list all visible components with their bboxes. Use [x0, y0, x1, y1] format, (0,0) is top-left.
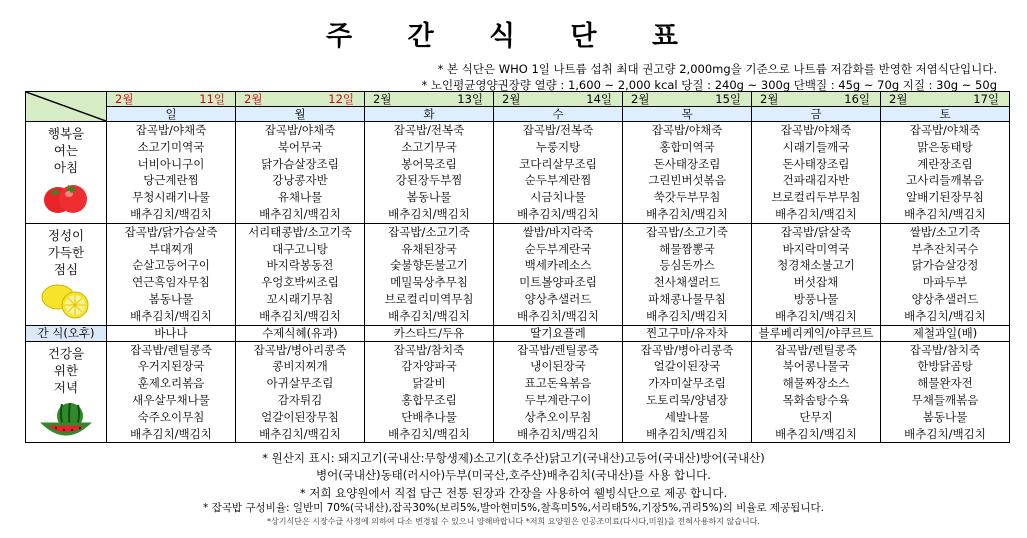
menu-item: 백세카레소스 — [524, 258, 592, 273]
menu-item: 잡곡밥/렌틸콩죽 — [130, 342, 212, 357]
origin-note-cont: 병어(국내산)동태(러시아)두부(미국산,호주산)배추김치(국내산)를 사용 합니다. — [316, 468, 711, 482]
menu-item: 잡곡밥/소고기죽 — [646, 224, 728, 239]
menu-item: 맑은동태탕 — [917, 139, 973, 154]
menu-item: 잡곡밥/참치죽 — [909, 342, 981, 357]
dinner-label-line: 저녁 — [53, 379, 79, 395]
menu-item: 배추김치/백김치 — [775, 426, 857, 441]
date-day: 16일 — [844, 92, 870, 106]
breakfast-menu-cell — [881, 122, 1010, 224]
menu-item: 무청시래기나물 — [132, 190, 210, 205]
menu-item: 소고기무국 — [401, 139, 457, 154]
menu-item: 마파두부 — [922, 275, 968, 290]
menu-item: 쌀밥/바지락죽 — [522, 224, 594, 239]
sauce-note: * 저희 요양원에서 직접 담근 전통 된장과 간장을 사용하여 웰빙식단으로 제공 합니다. — [299, 486, 728, 500]
date-day: 17일 — [973, 92, 999, 106]
menu-item: 해물짬뽕국 — [659, 241, 715, 256]
menu-item: 감자튀김 — [277, 392, 323, 407]
dinner-menu-cell — [365, 341, 494, 443]
sodium-note: * 본 식단은 WHO 1일 나트륨 섭취 최대 권고량 2,000mg을 기준으로 나트륨 저감화를 반영한 저염식단입니다. — [437, 62, 997, 76]
dinner-menu-cell — [752, 341, 881, 443]
corner-cell — [26, 92, 107, 122]
menu-item: 배추김치/백김치 — [130, 206, 212, 221]
menu-item: 순살고등어구이 — [132, 258, 210, 273]
disclaimer-note: *상기식단은 시장수급 사정에 의하여 다소 변경될 수 있으니 양해바랍니다 *저희 요양원은 인공조미료(다시다,미원)을 전혀사용하지 않습니다. — [267, 517, 760, 526]
weekday-cell: 토 — [881, 107, 1010, 122]
date-month: 2월 — [631, 92, 650, 106]
weekday-cell: 수 — [494, 107, 623, 122]
menu-item: 배추김치/백김치 — [517, 426, 599, 441]
weekday-row — [26, 107, 1010, 122]
menu-item: 너비아니구이 — [137, 156, 205, 171]
date-month: 2월 — [889, 92, 908, 106]
menu-item: 무채들깨볶음 — [911, 392, 979, 407]
date-cell — [107, 92, 236, 107]
menu-item: 홍합무조림 — [401, 392, 457, 407]
snack-cell: 카스타드/두유 — [365, 325, 494, 341]
menu-item: 얼갈이된장무침 — [261, 409, 339, 424]
menu-item: 순두부계란찜 — [524, 173, 592, 188]
lunch-menu-cell — [365, 223, 494, 325]
lunch-menu-cell — [881, 223, 1010, 325]
lunch-menu-cell — [752, 223, 881, 325]
menu-item: 배추김치/백김치 — [517, 206, 599, 221]
page-title: 주 간 식 단 표 — [325, 21, 701, 52]
menu-item: 해물완자전 — [917, 376, 973, 391]
menu-item: 잡곡밥/야채죽 — [135, 123, 207, 137]
menu-item: 목화솜탕수육 — [782, 392, 850, 407]
menu-item: 돈사태장조림 — [782, 156, 850, 171]
menu-item: 단배추나물 — [401, 409, 457, 424]
menu-item: 아귀살무조림 — [266, 376, 334, 391]
menu-item: 북어콩나물국 — [782, 359, 850, 374]
date-day: 15일 — [715, 92, 741, 106]
menu-item: 숙주오이무침 — [137, 409, 205, 424]
menu-item: 대구고니탕 — [272, 241, 328, 256]
menu-item: 잡곡밥/소고기죽 — [388, 224, 470, 239]
date-month: 2월 — [502, 92, 521, 106]
date-day: 14일 — [586, 92, 612, 106]
menu-item: 훈제오리볶음 — [137, 376, 205, 391]
weekday-cell: 일 — [107, 107, 236, 122]
lunch-row — [26, 223, 1010, 325]
menu-item: 버섯잡채 — [793, 275, 839, 290]
menu-item: 단무지 — [799, 409, 833, 424]
date-row — [26, 92, 1010, 107]
menu-item: 쌀밥/소고기죽 — [909, 224, 981, 239]
lunch-label — [26, 227, 106, 278]
menu-item: 브로컬리두부무침 — [771, 190, 861, 205]
menu-item: 한방닭곰탕 — [917, 359, 973, 374]
menu-item: 배추김치/백김치 — [259, 426, 341, 441]
breakfast-label-line: 여는 — [53, 143, 79, 158]
date-day: 13일 — [457, 92, 483, 106]
dinner-menu-cell — [881, 341, 1010, 443]
date-cell — [365, 92, 494, 107]
menu-item: 얼갈이된장국 — [653, 359, 721, 374]
menu-item: 잡곡밥/렌틸콩죽 — [775, 342, 857, 357]
menu-item: 서리태콩밥/소고기죽 — [248, 224, 352, 239]
menu-item: 표고돈육볶음 — [524, 376, 592, 391]
menu-item: 봉어묵조림 — [401, 156, 457, 171]
menu-item: 우거지된장국 — [137, 359, 205, 374]
menu-item: 북어무국 — [277, 139, 323, 154]
menu-item: 봄동나물 — [922, 409, 968, 424]
menu-item: 닭가슴살장조림 — [261, 156, 339, 171]
snack-cell: 제철과일(배) — [881, 325, 1010, 341]
date-cell — [752, 92, 881, 107]
weekday-cell: 월 — [236, 107, 365, 122]
menu-item: 감자양파국 — [401, 359, 457, 374]
menu-item: 부대찌개 — [148, 241, 194, 256]
menu-item: 돈사태장조림 — [653, 156, 721, 171]
menu-item: 상추오이무침 — [524, 409, 592, 424]
date-month: 2월 — [115, 92, 134, 106]
menu-item: 잡곡밥/닭가슴살죽 — [124, 224, 218, 239]
menu-item: 배추김치/백김치 — [646, 206, 728, 221]
menu-item: 배추김치/백김치 — [259, 308, 341, 323]
menu-item: 잡곡밥/야채죽 — [651, 123, 723, 137]
lunch-label-line: 가득한 — [47, 244, 85, 260]
menu-item: 잡곡밥/야채죽 — [909, 123, 981, 137]
dinner-label-line: 건강을 — [47, 345, 85, 361]
menu-item: 시금치나물 — [530, 190, 586, 205]
menu-item: 방풍나물 — [793, 291, 839, 306]
menu-item: 잡곡밥/병아리콩죽 — [253, 342, 347, 357]
menu-item: 연근흑임자무침 — [132, 275, 210, 290]
menu-item: 배추김치/백김치 — [388, 206, 470, 221]
dinner-label — [26, 345, 106, 396]
weekday-cell: 화 — [365, 107, 494, 122]
menu-item: 유채나물 — [277, 190, 323, 205]
menu-item: 소고기미역국 — [137, 139, 205, 154]
breakfast-menu-cell — [236, 122, 365, 224]
menu-item: 잡곡밥/전복죽 — [393, 123, 465, 137]
menu-item: 메밀묵상추무침 — [390, 275, 468, 290]
dinner-label-cell — [26, 341, 107, 443]
lunch-menu-cell — [236, 223, 365, 325]
snack-cell: 찐고구마/유자차 — [623, 325, 752, 341]
date-month: 2월 — [244, 92, 263, 106]
menu-item: 양상추샐러드 — [524, 291, 592, 306]
menu-item: 봄동나물 — [406, 190, 452, 205]
snack-row — [26, 325, 1010, 341]
breakfast-menu-cell — [365, 122, 494, 224]
menu-item: 건파래김자반 — [782, 173, 850, 188]
lunch-menu-cell — [494, 223, 623, 325]
menu-item: 도토리묵/양념장 — [646, 392, 728, 407]
menu-item: 바지락미역국 — [782, 241, 850, 256]
dinner-menu-cell — [494, 341, 623, 443]
menu-item: 당근계란찜 — [143, 173, 199, 188]
menu-item: 배추김치/백김치 — [904, 426, 986, 441]
menu-item: 배추김치/백김치 — [259, 206, 341, 221]
snack-cell: 딸기요플레 — [494, 325, 623, 341]
menu-item: 봄동나물 — [148, 291, 194, 306]
menu-item: 우엉호박씨조림 — [261, 275, 339, 290]
dinner-menu-cell — [623, 341, 752, 443]
date-cell — [494, 92, 623, 107]
menu-item: 브로컬리미역무침 — [384, 291, 474, 306]
menu-item: 누룽지탕 — [535, 139, 581, 154]
breakfast-label-line: 행복을 — [47, 126, 85, 141]
menu-item: 바지락봉동전 — [266, 258, 334, 273]
menu-item: 부추잔치국수 — [911, 241, 979, 256]
menu-item: 배추김치/백김치 — [904, 206, 986, 221]
menu-item: 콩비지찌개 — [272, 359, 328, 374]
date-day: 11일 — [199, 92, 225, 106]
menu-item: 해물짜장소스 — [782, 376, 850, 391]
menu-item: 닭가슴살강정 — [911, 258, 979, 273]
menu-item: 파채콩나물무침 — [648, 291, 726, 306]
menu-item: 배추김치/백김치 — [130, 308, 212, 323]
menu-item: 배추김치/백김치 — [775, 308, 857, 323]
menu-item: 배추김치/백김치 — [904, 308, 986, 323]
tomato-icon — [42, 178, 90, 219]
menu-item: 잡곡밥/병아리콩죽 — [640, 342, 734, 357]
date-month: 2월 — [373, 92, 392, 106]
date-day: 12일 — [328, 92, 354, 106]
menu-item: 배추김치/백김치 — [130, 426, 212, 441]
menu-item: 홍합미역국 — [659, 139, 715, 154]
menu-item: 쑥갓두부무침 — [653, 190, 721, 205]
menu-item: 배추김치/백김치 — [775, 206, 857, 221]
menu-item: 그린빈버섯볶음 — [648, 173, 726, 188]
breakfast-label-cell — [26, 122, 107, 224]
breakfast-menu-cell — [752, 122, 881, 224]
snack-cell: 바나나 — [107, 325, 236, 341]
weekday-cell: 금 — [752, 107, 881, 122]
menu-item: 가자미살무조림 — [648, 376, 726, 391]
menu-item: 냉이된장국 — [530, 359, 586, 374]
breakfast-label — [26, 125, 106, 176]
dinner-row — [26, 341, 1010, 443]
origin-note: * 원산지 표시: 돼지고기(국내산:무항생제)소고기(호주산)닭고기(국내산)고등어(국내산)방어(국내산) — [262, 451, 765, 465]
weekly-menu-table — [25, 91, 1010, 443]
menu-item: 배추김치/백김치 — [646, 426, 728, 441]
lunch-menu-cell — [623, 223, 752, 325]
date-cell — [236, 92, 365, 107]
date-cell — [881, 92, 1010, 107]
menu-item: 알배기된장무침 — [906, 190, 984, 205]
breakfast-menu-cell — [623, 122, 752, 224]
menu-item: 강낭콩자반 — [272, 173, 328, 188]
menu-item: 청경채소불고기 — [777, 258, 855, 273]
menu-item: 배추김치/백김치 — [388, 426, 470, 441]
menu-item: 잡곡밥/닭살죽 — [780, 224, 852, 239]
menu-item: 고사리들깨볶음 — [906, 173, 984, 188]
breakfast-menu-cell — [494, 122, 623, 224]
snack-cell: 수제식혜(유과) — [236, 325, 365, 341]
menu-item: 미트볼양파조림 — [519, 275, 597, 290]
lunch-menu-cell — [107, 223, 236, 325]
menu-item: 천사채샐러드 — [653, 275, 721, 290]
watermelon-icon — [40, 402, 92, 441]
menu-item: 배추김치/백김치 — [388, 308, 470, 323]
menu-item: 잡곡밥/참치죽 — [393, 342, 465, 357]
menu-item: 계란장조림 — [917, 156, 973, 171]
grain-note: * 잡곡밥 구성비율: 일반미 70%(국내산),잡곡30%(보리5%,발아현미5%,찰흑미5%,서리태5%,기장5%,귀리5%)의 비율로 제공됩니다. — [203, 502, 824, 514]
menu-item: 숯불향돈불고기 — [390, 258, 468, 273]
nutrition-note: * 노인평균영양권장량 열량 : 1,600 ~ 2,000 kcal 당질 : 240g ~ 300g 단백질 : 45g ~ 70g 지질 : 30g ~ 50g — [421, 78, 997, 92]
menu-item: 배추김치/백김치 — [646, 308, 728, 323]
menu-item: 꼬시래기무침 — [266, 291, 334, 306]
dinner-label-line: 위한 — [53, 362, 79, 378]
weekday-cell: 목 — [623, 107, 752, 122]
menu-item: 시래기들깨국 — [782, 139, 850, 154]
menu-item: 강된장두부찜 — [395, 173, 463, 188]
snack-cell: 블루베리케익/야쿠르트 — [752, 325, 881, 341]
menu-item: 잡곡밥/렌틸콩죽 — [517, 342, 599, 357]
menu-item: 두부계란구이 — [524, 392, 592, 407]
date-cell — [623, 92, 752, 107]
menu-item: 잡곡밥/야채죽 — [780, 123, 852, 137]
menu-item: 배추김치/백김치 — [517, 308, 599, 323]
lunch-label-line: 정성이 — [47, 227, 85, 243]
menu-item: 코다리살무조림 — [519, 156, 597, 171]
lunch-label-cell — [26, 223, 107, 325]
snack-label: 간 식(오후) — [26, 325, 107, 341]
breakfast-row — [26, 122, 1010, 224]
menu-item: 잡곡밥/야채죽 — [264, 123, 336, 137]
menu-item: 순두부계란국 — [524, 241, 592, 256]
lemon-icon — [40, 280, 92, 323]
menu-item: 닭갈비 — [412, 376, 446, 391]
menu-item: 새우살무채나물 — [132, 392, 210, 407]
breakfast-menu-cell — [107, 122, 236, 224]
menu-item: 세발나물 — [664, 409, 710, 424]
menu-item: 유채된장국 — [401, 241, 457, 256]
menu-item: 양상추샐러드 — [911, 291, 979, 306]
breakfast-label-line: 아침 — [53, 160, 79, 175]
lunch-label-line: 점심 — [53, 261, 79, 277]
menu-item: 등심돈까스 — [659, 258, 715, 273]
dinner-menu-cell — [107, 341, 236, 443]
date-month: 2월 — [760, 92, 779, 106]
dinner-menu-cell — [236, 341, 365, 443]
menu-item: 잡곡밥/전복죽 — [522, 123, 594, 137]
